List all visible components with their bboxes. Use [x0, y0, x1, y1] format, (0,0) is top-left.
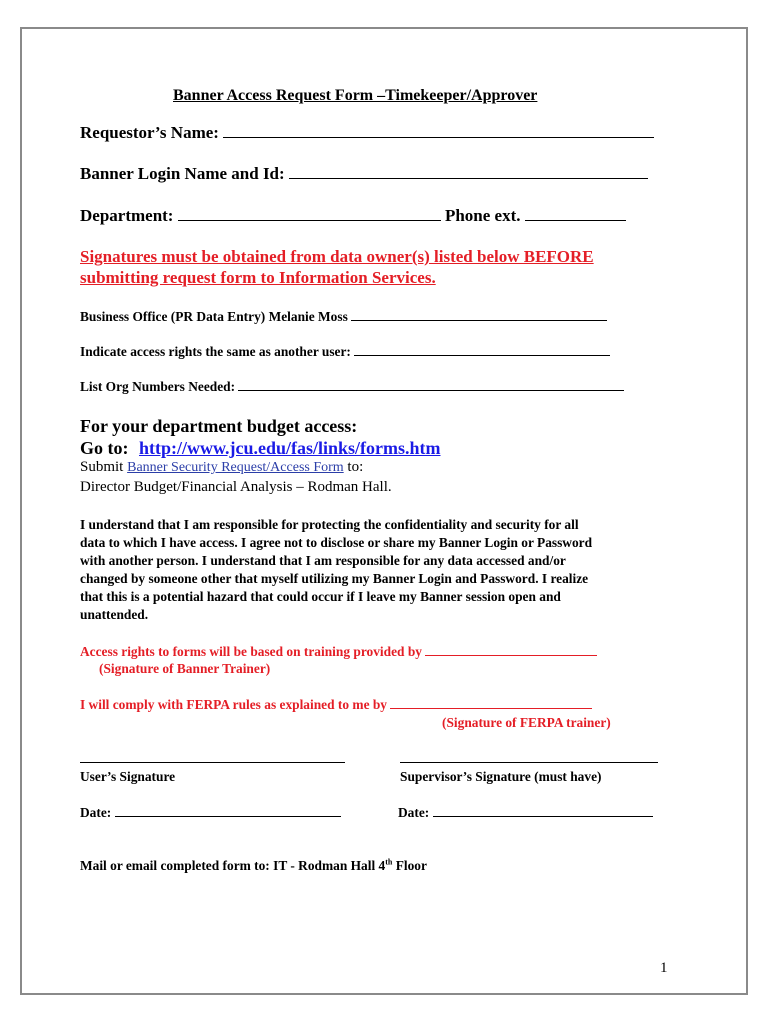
supervisor-date-label: Date:: [398, 805, 430, 820]
user-date-field[interactable]: [115, 815, 341, 817]
banner-login-field[interactable]: [289, 177, 648, 179]
agreement-line: unattended.: [80, 607, 149, 622]
notice-line-2: submitting request form to Information Services.: [80, 268, 436, 287]
org-numbers-row: [80, 379, 624, 395]
banner-trainer-caption: (Signature of Banner Trainer): [99, 661, 271, 676]
forms-url-link[interactable]: http://www.jcu.edu/fas/links/forms.htm: [139, 438, 441, 458]
mail-floor: Floor: [392, 858, 427, 873]
ferpa-trainer-caption: (Signature of FERPA trainer): [442, 715, 611, 730]
user-signature-label: User’s Signature: [80, 769, 176, 784]
ferpa-row: [80, 697, 592, 713]
submit-suffix: to:: [347, 459, 364, 475]
business-office-signature-field[interactable]: [351, 319, 607, 321]
page-number: 1: [660, 960, 668, 976]
training-row: [80, 644, 597, 660]
phone-ext-label: Phone ext.: [444, 206, 521, 225]
submit-prefix: Submit: [80, 459, 124, 475]
same-access-row: [80, 344, 610, 360]
goto-row: [80, 438, 441, 459]
document-page: [20, 27, 748, 995]
director-line: Director Budget/Financial Analysis – Rodman Hall.: [80, 479, 392, 495]
org-numbers-label: List Org Numbers Needed:: [80, 379, 236, 394]
notice-line-1: Signatures must be obtained from data owner(s) listed below BEFORE: [80, 247, 594, 266]
submit-row: [80, 459, 363, 476]
requestor-name-row: [80, 123, 654, 143]
supervisor-signature-line[interactable]: [400, 762, 658, 763]
user-date-label: Date:: [80, 805, 112, 820]
org-numbers-field[interactable]: [238, 389, 624, 391]
mail-superscript: th: [385, 857, 393, 867]
banner-security-form-link[interactable]: Banner Security Request/Access Form: [127, 460, 344, 475]
supervisor-signature-label: Supervisor’s Signature (must have): [400, 769, 602, 784]
budget-heading: For your department budget access:: [80, 416, 358, 436]
department-row: [80, 206, 626, 226]
agreement-line: I understand that I am responsible for protecting the confidentiality and security for all: [80, 517, 579, 532]
goto-label: Go to:: [80, 438, 129, 458]
mail-instructions: [80, 858, 427, 874]
banner-trainer-signature-field[interactable]: [425, 654, 597, 656]
training-label: Access rights to forms will be based on training provided by: [80, 644, 422, 659]
requestor-name-field[interactable]: [223, 136, 654, 138]
banner-login-row: [80, 164, 648, 184]
form-title: Banner Access Request Form –Timekeeper/Approver: [173, 87, 538, 104]
banner-login-label: Banner Login Name and Id:: [80, 164, 285, 183]
agreement-line: with another person. I understand that I am responsible for any data accessed and/or: [80, 553, 566, 568]
department-label: Department:: [80, 206, 174, 225]
ferpa-label: I will comply with FERPA rules as explained to me by: [80, 697, 387, 712]
same-access-label: Indicate access rights the same as another user:: [80, 344, 351, 359]
department-field[interactable]: [178, 219, 441, 221]
business-office-label: Business Office (PR Data Entry) Melanie Moss: [80, 309, 348, 324]
user-signature-line[interactable]: [80, 762, 345, 763]
agreement-line: that this is a potential hazard that could occur if I leave my Banner session open and: [80, 589, 561, 604]
agreement-line: changed by someone other that myself utilizing my Banner Login and Password. I realize: [80, 571, 589, 586]
user-date-row: [80, 805, 341, 821]
supervisor-date-field[interactable]: [433, 815, 653, 817]
mail-text: Mail or email completed form to: IT - Rodman Hall 4: [80, 858, 386, 873]
same-access-field[interactable]: [354, 354, 610, 356]
agreement-line: data to which I have access. I agree not to disclose or share my Banner Login or Password: [80, 535, 593, 550]
supervisor-date-row: [398, 805, 653, 821]
business-office-row: [80, 309, 607, 325]
agreement-paragraph: [80, 516, 680, 624]
requestor-name-label: Requestor’s Name:: [80, 123, 219, 142]
phone-ext-field[interactable]: [525, 219, 626, 221]
ferpa-trainer-signature-field[interactable]: [390, 707, 592, 709]
